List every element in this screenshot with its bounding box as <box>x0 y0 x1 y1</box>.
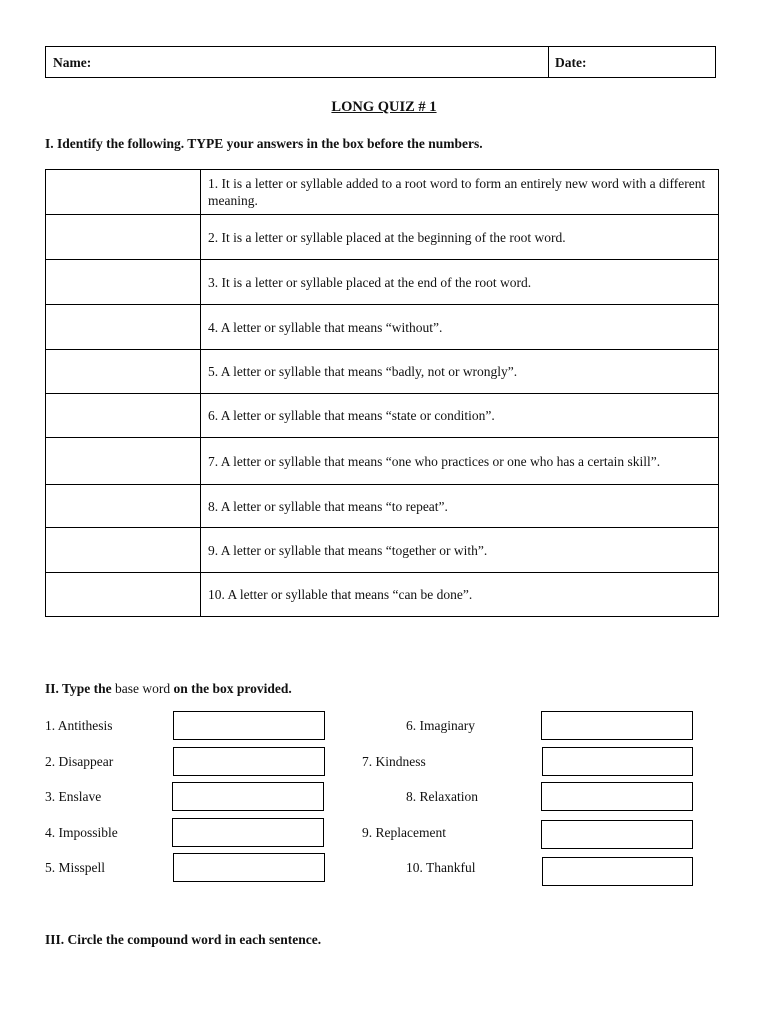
base-word-box-8[interactable] <box>541 782 693 811</box>
answer-box-1[interactable] <box>46 170 201 215</box>
base-word-label-6: 6. Imaginary <box>406 718 475 733</box>
base-word-label-10: 10. Thankful <box>406 860 476 875</box>
table-row <box>46 170 719 215</box>
section2-instruction-part3: on the box provided. <box>170 681 292 696</box>
answer-box-3[interactable] <box>46 260 201 305</box>
name-label: Name: <box>53 55 92 70</box>
base-word-label-2: 2. Disappear <box>45 754 114 769</box>
base-word-box-1[interactable] <box>173 711 325 740</box>
answer-box-5[interactable] <box>46 350 201 394</box>
answer-box-4[interactable] <box>46 305 201 350</box>
table-row <box>46 573 719 617</box>
section3-instruction: III. Circle the compound word in each sentence. <box>45 932 322 947</box>
answer-box-7[interactable] <box>46 438 201 485</box>
table-row <box>46 260 719 305</box>
question-8: 8. A letter or syllable that means “to repeat”. <box>201 485 719 528</box>
base-word-box-5[interactable] <box>173 853 325 882</box>
answer-box-8[interactable] <box>46 485 201 528</box>
base-word-label-1: 1. Antithesis <box>45 718 113 733</box>
question-1: 1. It is a letter or syllable added to a root word to form an entirely new word with a different meaning. <box>201 170 719 215</box>
question-5: 5. A letter or syllable that means “badly, not or wrongly”. <box>201 350 719 394</box>
base-word-box-3[interactable] <box>172 782 324 811</box>
question-3: 3. It is a letter or syllable placed at the end of the root word. <box>201 260 719 305</box>
base-word-box-10[interactable] <box>542 857 693 886</box>
base-word-box-4[interactable] <box>172 818 324 847</box>
base-word-box-9[interactable] <box>541 820 693 849</box>
base-word-label-9: 9. Replacement <box>362 825 446 840</box>
base-word-box-6[interactable] <box>541 711 693 740</box>
table-row <box>46 528 719 573</box>
section2-instruction-part2: base word <box>111 681 171 696</box>
table-row <box>46 350 719 394</box>
base-word-box-2[interactable] <box>173 747 325 776</box>
question-9: 9. A letter or syllable that means “together or with”. <box>201 528 719 573</box>
date-label: Date: <box>555 55 587 70</box>
table-row <box>46 394 719 438</box>
question-4: 4. A letter or syllable that means “without”. <box>201 305 719 350</box>
base-word-label-4: 4. Impossible <box>45 825 118 840</box>
base-word-label-5: 5. Misspell <box>45 860 106 875</box>
section2-instruction-part1: II. Type the <box>45 681 112 696</box>
name-date-box <box>45 46 716 78</box>
question-2: 2. It is a letter or syllable placed at the beginning of the root word. <box>201 215 719 260</box>
question-7: 7. A letter or syllable that means “one who practices or one who has a certain skill”. <box>201 438 719 485</box>
table-row <box>46 305 719 350</box>
section2-instruction <box>45 681 292 697</box>
answer-box-6[interactable] <box>46 394 201 438</box>
base-word-label-7: 7. Kindness <box>362 754 426 769</box>
quiz-title: LONG QUIZ # 1 <box>331 99 437 115</box>
table-row <box>46 485 719 528</box>
table-row <box>46 215 719 260</box>
base-word-label-3: 3. Enslave <box>45 789 102 804</box>
identify-table <box>45 169 719 617</box>
answer-box-10[interactable] <box>46 573 201 617</box>
answer-box-9[interactable] <box>46 528 201 573</box>
header-divider <box>548 47 549 77</box>
answer-box-2[interactable] <box>46 215 201 260</box>
base-word-label-8: 8. Relaxation <box>406 789 478 804</box>
question-10: 10. A letter or syllable that means “can be done”. <box>201 573 719 617</box>
section1-instruction: I. Identify the following. TYPE your answers in the box before the numbers. <box>45 136 483 151</box>
base-word-box-7[interactable] <box>542 747 693 776</box>
question-6: 6. A letter or syllable that means “state or condition”. <box>201 394 719 438</box>
table-row <box>46 438 719 485</box>
